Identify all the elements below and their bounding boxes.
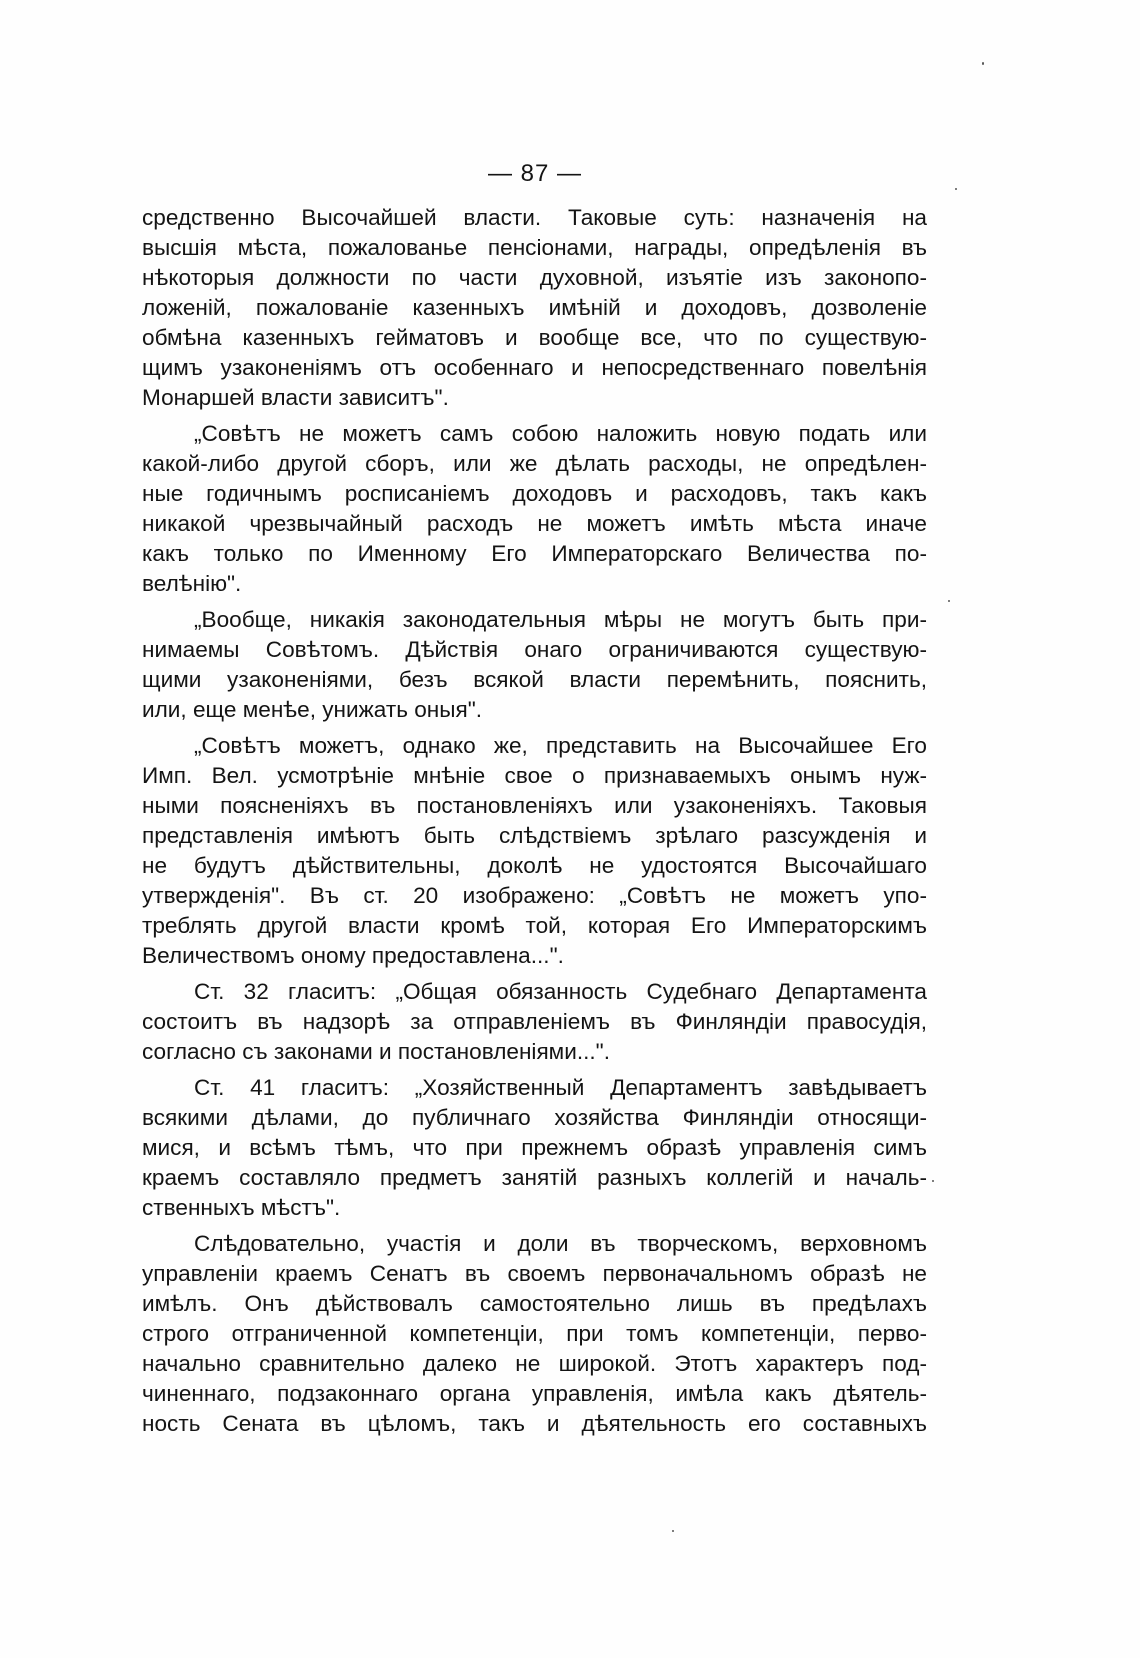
page-number: — 87 — [487, 160, 583, 187]
text-line: „Совѣтъ можетъ, однако же, представить на Высочайшее Его [194, 733, 927, 758]
text-line: щимъ узаконеніямъ отъ особеннаго и непосредственнаго повелѣнія [142, 355, 927, 380]
text-line: ными поясненіяхъ въ постановленіяхъ или узаконеніяхъ. Таковыя [142, 793, 927, 818]
text-line: ственныхъ мѣстъ". [142, 1195, 341, 1220]
paragraph-3 [142, 605, 927, 725]
text-line: согласно съ законами и постановленіями...". [142, 1039, 610, 1064]
text-line: мися, и всѣмъ тѣмъ, что при прежнемъ образѣ управленія симъ [142, 1135, 927, 1160]
text-line: щими узаконеніями, безъ всякой власти перемѣнить, пояснить, [142, 667, 927, 692]
text-line: утвержденія". Въ ст. 20 изображено: „Совѣтъ не можетъ упо- [142, 883, 927, 908]
paragraph-5 [142, 977, 927, 1067]
text-line: „Вообще, никакія законодательныя мѣры не могутъ быть при- [194, 607, 927, 632]
text-line: Ст. 41 гласитъ: „Хозяйственный Департаментъ завѣдываетъ [194, 1075, 927, 1100]
text-line: высшія мѣста, пожалованье пенсіонами, награды, опредѣленія въ [142, 235, 927, 260]
text-line: ные годичнымъ росписаніемъ доходовъ и расходовъ, такъ какъ [142, 481, 927, 506]
text-line: велѣнію". [142, 571, 242, 596]
text-line: средственно Высочайшей власти. Таковые суть: назначенія на [142, 205, 927, 230]
text-line: нѣкоторыя должности по части духовной, изъятіе изъ законопо- [142, 265, 927, 290]
text-line: нимаемы Совѣтомъ. Дѣйствія онаго ограничиваются существую- [142, 637, 927, 662]
text-line: Ст. 32 гласитъ: „Общая обязанность Судебнаго Департамента [194, 979, 927, 1004]
text-line: начально сравнительно далеко не широкой. Этотъ характеръ под- [142, 1351, 927, 1376]
text-line: всякими дѣлами, до публичнаго хозяйства Финляндіи относящи- [142, 1105, 927, 1130]
scan-speck [932, 1180, 934, 1182]
scan-speck [672, 1530, 674, 1532]
scan-speck [955, 188, 957, 190]
paragraph-7 [142, 1229, 927, 1439]
paragraph-6 [142, 1073, 927, 1223]
text-line: не будутъ дѣйствительны, доколѣ не удостоятся Высочайшаго [142, 853, 927, 878]
text-line: Имп. Вел. усмотрѣніе мнѣніе свое о признаваемыхъ онымъ нуж- [142, 763, 927, 788]
text-line: никакой чрезвычайный расходъ не можетъ имѣть мѣста иначе [142, 511, 927, 536]
text-line: состоитъ въ надзорѣ за отправленіемъ въ Финляндіи правосудія, [142, 1009, 927, 1034]
text-line: обмѣна казенныхъ гейматовъ и вообще все, что по существую- [142, 325, 927, 350]
scan-speck [982, 62, 984, 65]
text-line: представленія имѣютъ быть слѣдствіемъ зрѣлаго разсужденія и [142, 823, 927, 848]
text-line: ность Сената въ цѣломъ, такъ и дѣятельность его составныхъ [142, 1411, 927, 1436]
paragraph-1 [142, 203, 927, 413]
text-line: Слѣдовательно, участія и доли въ творческомъ, верховномъ [194, 1231, 927, 1256]
text-line: ложеній, пожалованіе казенныхъ имѣній и доходовъ, дозволеніе [142, 295, 927, 320]
text-line: имѣлъ. Онъ дѣйствовалъ самостоятельно лишь въ предѣлахъ [142, 1291, 927, 1316]
paragraph-4 [142, 731, 927, 971]
text-line: управленіи краемъ Сенатъ въ своемъ первоначальномъ образѣ не [142, 1261, 927, 1286]
text-line: треблять другой власти кромѣ той, которая Его Императорскимъ [142, 913, 927, 938]
text-line: „Совѣтъ не можетъ самъ собою наложить новую подать или [194, 421, 927, 446]
text-line: какой-либо другой сборъ, или же дѣлать расходы, не опредѣлен- [142, 451, 927, 476]
text-line: или, еще менѣе, унижать оныя". [142, 697, 483, 722]
text-line: краемъ составляло предметъ занятій разныхъ коллегій и началь- [142, 1165, 927, 1190]
text-line: чиненнаго, подзаконнаго органа управленія, имѣла какъ дѣятель- [142, 1381, 927, 1406]
paragraph-2 [142, 419, 927, 599]
text-line: строго отграниченной компетенціи, при томъ компетенціи, перво- [142, 1321, 927, 1346]
body-text [142, 203, 927, 1439]
text-line: Монаршей власти зависитъ". [142, 385, 449, 410]
text-line: Величествомъ оному предоставлена...". [142, 943, 564, 968]
text-line: какъ только по Именному Его Императорскаго Величества по- [142, 541, 927, 566]
scan-speck [948, 600, 950, 602]
